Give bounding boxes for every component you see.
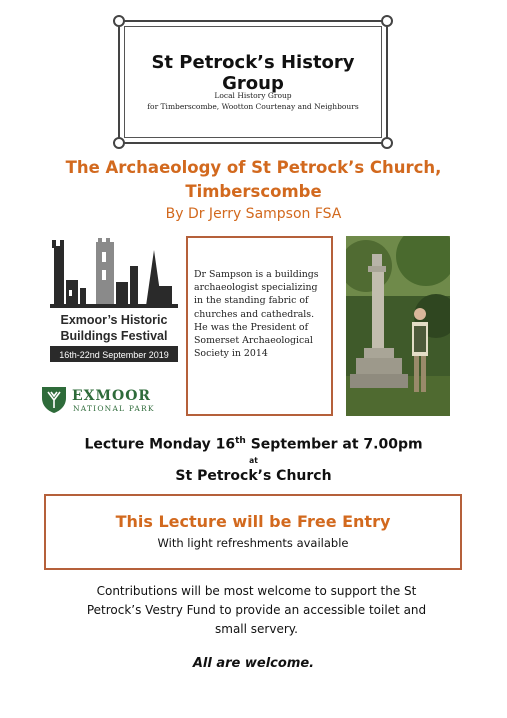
lecture-title-line2: Timberscombe xyxy=(185,182,322,201)
group-name: St Petrock’s History Group xyxy=(151,52,355,94)
bio-line: archaeologist specializing xyxy=(194,282,318,294)
bio-line: Society in 2014 xyxy=(194,348,268,360)
bio-line: Somerset Archaeological xyxy=(194,335,313,347)
closing-line: All are welcome. xyxy=(192,656,315,671)
frame-corner-ornament xyxy=(113,15,125,27)
exmoor-national-park-logo xyxy=(40,384,170,414)
bio-line: He was the President of xyxy=(194,321,309,333)
frame-corner-ornament xyxy=(381,15,393,27)
lecture-title xyxy=(40,156,467,204)
festival-name-line1: Exmoor’s Historic xyxy=(60,313,168,327)
group-subtitle-line1: Local History Group xyxy=(214,91,292,100)
venue: St Petrock’s Church xyxy=(175,468,332,484)
ruins-silhouette-icon xyxy=(50,238,178,308)
group-subtitle xyxy=(120,90,386,112)
speaker-bio xyxy=(194,268,327,360)
date-suffix: September at 7.00pm xyxy=(245,436,423,453)
festival-dates: 16th-22nd September 2019 xyxy=(59,350,169,360)
festival-name-line2: Buildings Festival xyxy=(60,329,168,343)
stag-shield-icon xyxy=(42,387,66,413)
refreshments-note: With light refreshments available xyxy=(157,536,349,550)
national-park-wordmark: NATIONAL PARK xyxy=(73,404,155,413)
at-connector: at xyxy=(249,456,258,465)
group-subtitle-line2: for Timberscombe, Wootton Courtenay and Neighbours xyxy=(147,102,359,111)
free-entry-title: This Lecture will be Free Entry xyxy=(115,512,391,531)
contributions-line: Contributions will be most welcome to support the St xyxy=(96,584,417,598)
contributions-line: Petrock’s Vestry Fund to provide an accessible toilet and xyxy=(86,603,427,617)
lecture-date-time xyxy=(0,436,507,453)
contributions-paragraph xyxy=(60,582,453,639)
frame-corner-ornament xyxy=(381,137,393,149)
contributions-line: small servery. xyxy=(215,622,298,636)
bio-line: Dr Sampson is a buildings xyxy=(194,269,319,280)
exmoor-wordmark: EXMOOR xyxy=(72,388,152,404)
date-ordinal: th xyxy=(235,436,246,446)
speaker-line: By Dr Jerry Sampson FSA xyxy=(165,206,342,222)
bio-line: churches and cathedrals. xyxy=(194,308,315,320)
speaker-bio-box xyxy=(186,236,333,416)
frame-corner-ornament xyxy=(113,137,125,149)
festival-logo xyxy=(50,236,178,366)
date-prefix: Lecture Monday 16 xyxy=(84,436,236,453)
header-frame xyxy=(118,20,388,144)
speaker-photo xyxy=(346,236,450,416)
lecture-title-line1: The Archaeology of St Petrock’s Church, xyxy=(65,158,442,177)
free-entry-box xyxy=(44,494,462,570)
bio-line: in the standing fabric of xyxy=(194,295,309,307)
